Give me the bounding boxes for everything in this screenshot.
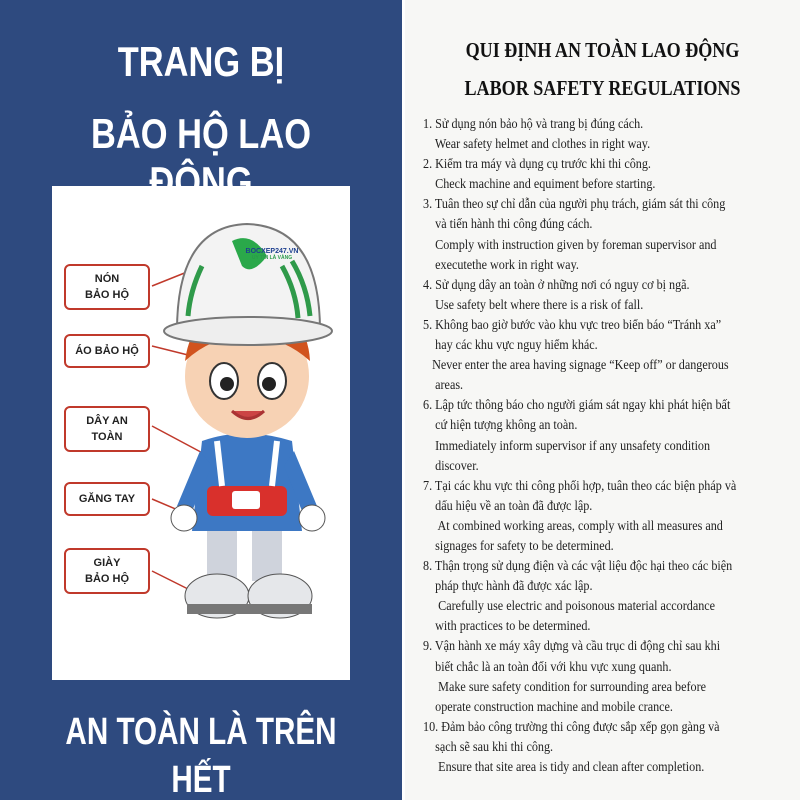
regulation-line: signages for safety to be determined. — [423, 537, 614, 553]
regulation-line: Wear safety helmet and clothes in right way. — [423, 136, 651, 152]
title-line-2: BẢO HỘ LAO ĐỘNG — [90, 110, 312, 205]
regulation-line: operate construction machine and mobile crance. — [423, 698, 673, 714]
regulation-line: executethe work in right way. — [423, 256, 579, 272]
label-shirt — [64, 334, 150, 368]
regulation-line: Carefully use electric and poisonous material accordance — [423, 598, 716, 614]
label-text: TOÀN — [91, 431, 123, 443]
logo-tagline: UY TÍN LÀ VÀNG — [251, 255, 293, 261]
regulation-line: 3. Tuân theo sự chỉ dẫn của người phụ trách, giám sát thi công — [423, 196, 726, 212]
label-text: ÁO BẢO HỘ — [75, 345, 139, 357]
regulation-line: 7. Tại các khu vực thi công phối hợp, tuân theo các biện pháp và — [423, 477, 737, 493]
regulations-panel — [405, 0, 800, 800]
logo — [232, 248, 312, 261]
label-text: GIÀY — [93, 557, 121, 569]
regulation-line: areas. — [423, 377, 464, 393]
regulation-line: 10. Đảm bảo công trường thi công được sắp xếp gọn gàng và — [423, 718, 720, 734]
regulation-line: hay các khu vực nguy hiểm khác. — [423, 337, 598, 353]
regulation-line: Comply with instruction given by foreman supervisor and — [423, 236, 717, 252]
regulation-line: Check machine and equiment before starting. — [423, 176, 656, 192]
regulation-line: 5. Không bao giờ bước vào khu vực treo biển báo “Tránh xa” — [423, 316, 722, 332]
regulation-line: pháp thực hành đã được xác lập. — [423, 578, 593, 594]
regulation-line: Ensure that site area is tidy and clean after completion. — [423, 759, 705, 774]
regulations-list — [423, 114, 788, 777]
regulation-line: 8. Thận trọng sử dụng điện và các vật liệu độc hại theo các biện — [423, 558, 733, 574]
regulation-line: with practices to be determined. — [423, 618, 591, 634]
regulation-line: Immediately inform supervisor if any unsafety condition — [423, 437, 711, 453]
regulation-line: và tiến hành thi công đúng cách. — [423, 216, 593, 232]
regulation-line: discover. — [423, 457, 479, 473]
footer-slogan: AN TOÀN LÀ TRÊN HẾT — [65, 711, 337, 801]
regulations-title-en: LABOR SAFETY REGULATIONS — [464, 76, 741, 100]
regulation-line: 1. Sử dụng nón bảo hộ và trang bị đúng cách. — [423, 116, 644, 131]
label-text: NÓN — [94, 273, 120, 285]
regulation-line: biết chắc là an toàn đối với khu vực xung quanh. — [423, 658, 672, 674]
regulation-line: cứ hiện tượng không an toàn. — [423, 417, 578, 433]
label-boots — [64, 548, 150, 594]
label-text: BẢO HỘ — [85, 289, 129, 301]
regulation-line: 9. Vận hành xe máy xây dựng và cầu trục di động chỉ sau khi — [423, 638, 721, 654]
label-gloves — [64, 482, 150, 516]
regulation-line: Use safety belt where there is a risk of fall. — [423, 296, 644, 312]
regulation-line: 6. Lập tức thông báo cho người giám sát ngay khi phát hiện bất — [423, 397, 731, 413]
regulation-line: sạch sẽ sau khi thi công. — [423, 738, 554, 754]
label-helmet — [64, 264, 150, 310]
regulation-line: Never enter the area having signage “Keep off” or dangerous — [423, 357, 729, 373]
regulation-line: 2. Kiểm tra máy và dụng cụ trước khi thi công. — [423, 156, 651, 172]
label-text: DÂY AN — [86, 415, 128, 427]
regulation-line: At combined working areas, comply with all measures and — [423, 517, 723, 533]
title-line-1: TRANG BỊ — [117, 38, 285, 85]
logo-name: BOCXEP247.VN — [245, 248, 299, 255]
label-safety-belt — [64, 406, 150, 452]
regulation-line: dấu hiệu về an toàn đã được lập. — [423, 497, 593, 513]
regulation-line: 4. Sử dụng dây an toàn ở những nơi có nguy cơ bị ngã. — [423, 276, 690, 292]
label-text: BẢO HỘ — [85, 573, 129, 585]
regulations-title-vi: QUI ĐỊNH AN TOÀN LAO ĐỘNG — [465, 38, 740, 62]
label-text: GĂNG TAY — [78, 493, 136, 505]
regulation-line: Make sure safety condition for surrounding area before — [423, 678, 707, 694]
